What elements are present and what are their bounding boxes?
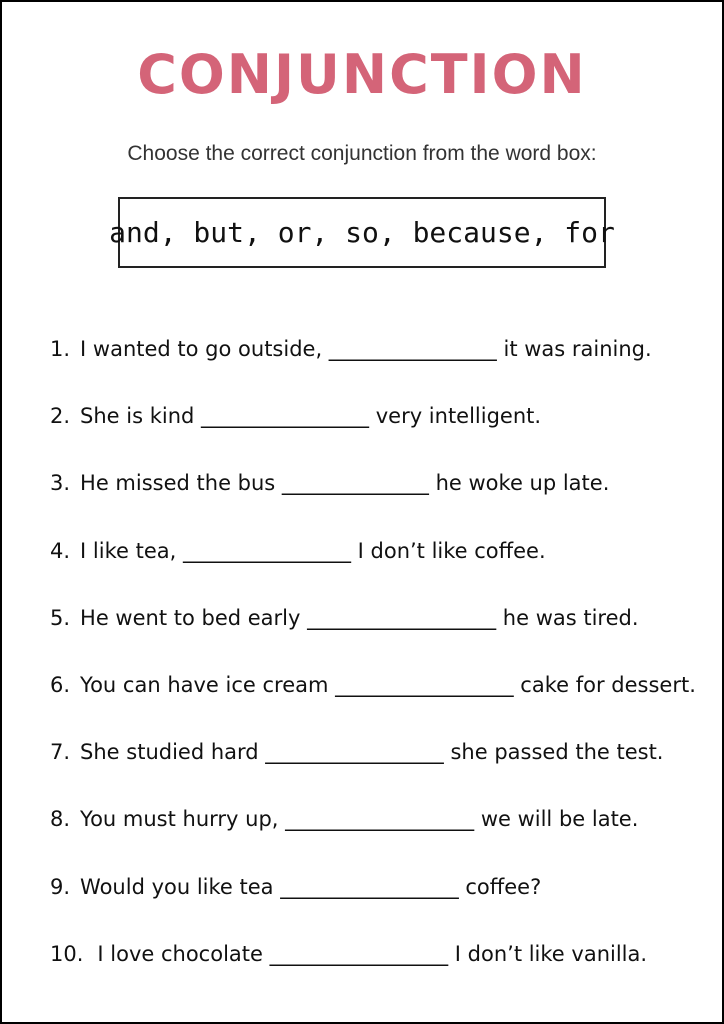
question-number: 1. — [50, 337, 71, 361]
question-list — [50, 327, 696, 999]
question-item — [50, 797, 696, 864]
question-number: 10. — [50, 941, 84, 966]
question-item — [50, 529, 696, 596]
question-item — [50, 394, 696, 461]
question-text: He went to bed early __________________ he was tired. — [80, 605, 639, 630]
question-item — [50, 865, 696, 932]
question-text: You can have ice cream _________________ cake for dessert. — [80, 672, 696, 697]
question-number: 3. — [50, 471, 71, 496]
question-item — [50, 663, 696, 730]
question-item — [50, 461, 696, 528]
question-text: You must hurry up, __________________ we will be late. — [80, 807, 639, 832]
question-text: I love chocolate _________________ I don’t like vanilla. — [97, 941, 648, 966]
question-text: She is kind ________________ very intelligent. — [80, 404, 542, 429]
worksheet-title: CONJUNCTION — [137, 43, 587, 106]
word-box-text: and, but, or, so, because, for — [109, 216, 615, 249]
question-text: She studied hard _________________ she passed the test. — [80, 740, 664, 765]
question-number: 7. — [50, 740, 71, 765]
question-item — [50, 596, 696, 663]
question-item — [50, 932, 696, 999]
question-item — [50, 730, 696, 797]
instruction-text: Choose the correct conjunction from the word box: — [127, 142, 597, 165]
question-text: He missed the bus ______________ he woke up late. — [80, 471, 610, 496]
word-box — [109, 197, 615, 268]
question-text: I like tea, ________________ I don’t like coffee. — [80, 538, 546, 563]
question-number: 5. — [50, 605, 71, 630]
question-text: Would you like tea _________________ coffee? — [80, 874, 542, 899]
question-number: 8. — [50, 807, 71, 832]
question-number: 6. — [50, 672, 71, 697]
question-number: 9. — [50, 874, 71, 899]
question-item — [50, 327, 696, 394]
question-text: I wanted to go outside, ________________ it was raining. — [80, 337, 652, 361]
question-number: 4. — [50, 538, 71, 563]
question-number: 2. — [50, 404, 71, 429]
